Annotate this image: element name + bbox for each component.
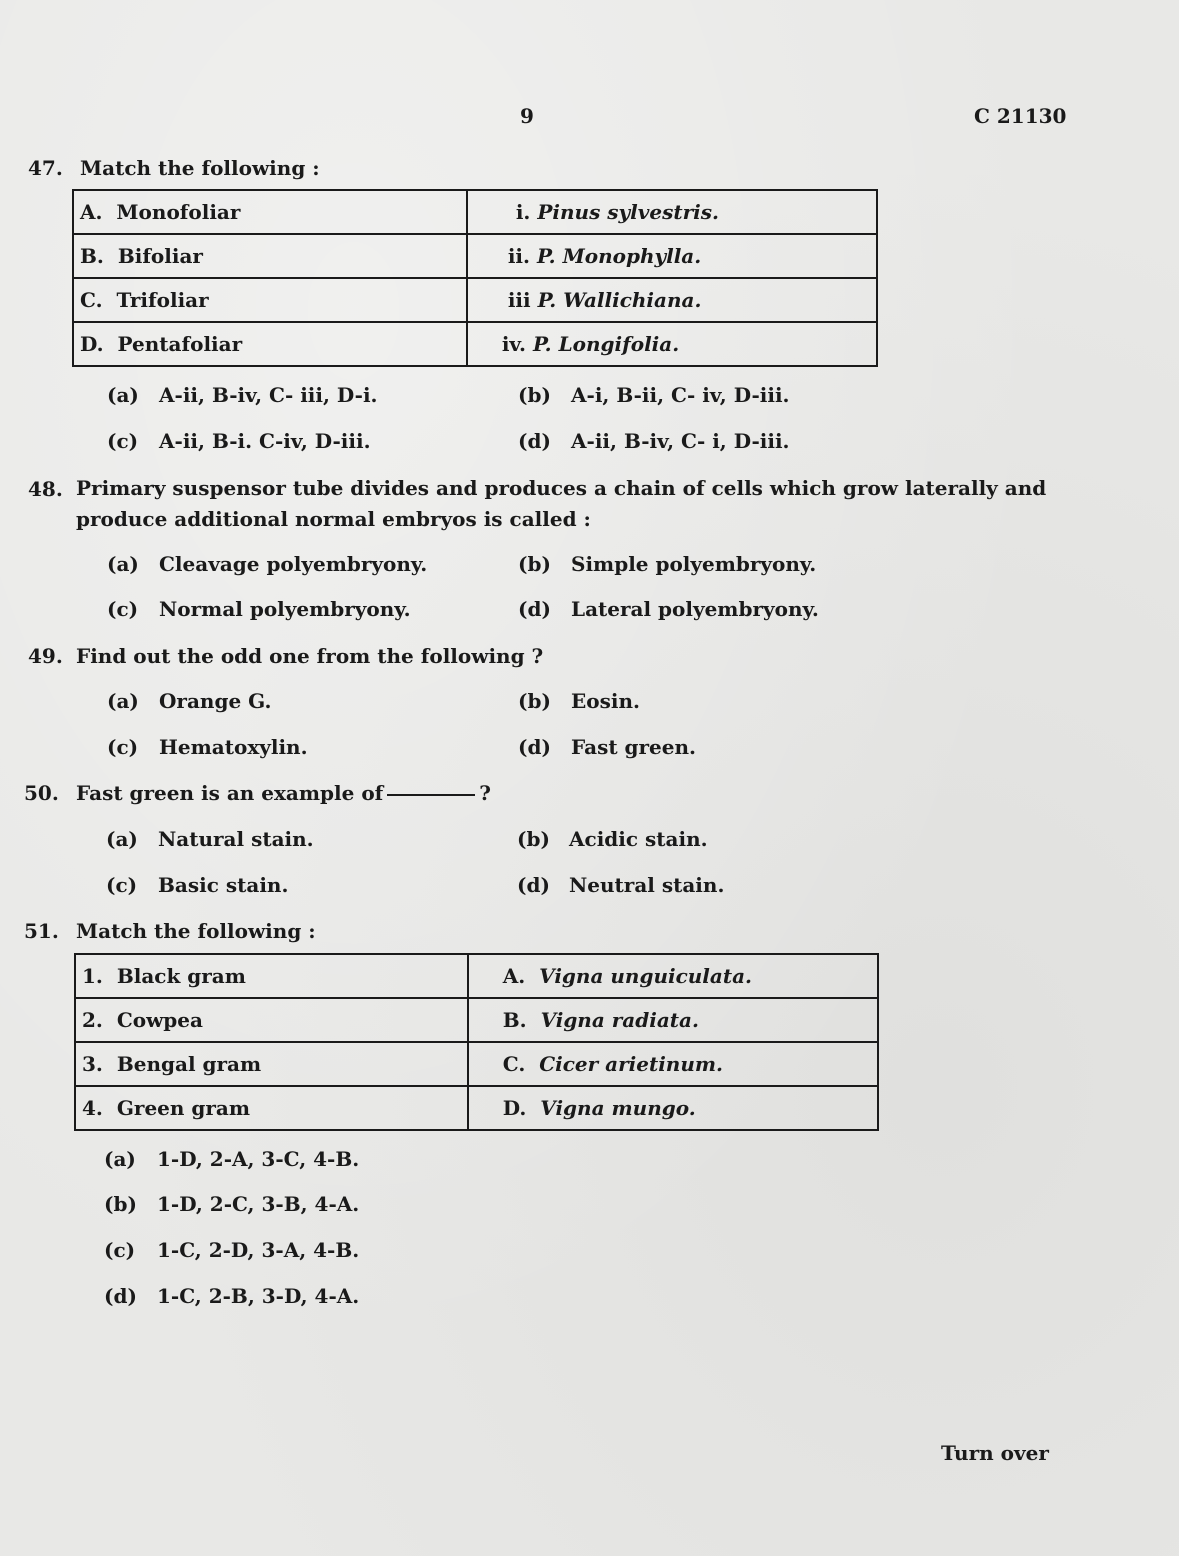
- q51-option-d: 1-C, 2-B, 3-D, 4-A.: [157, 1284, 360, 1308]
- q50-option-a-label: (a): [106, 827, 138, 851]
- match-left-cell: [73, 278, 467, 322]
- row-key: 4.: [82, 1096, 103, 1120]
- row-term: Trifoliar: [116, 288, 209, 312]
- match-left-cell: [75, 1086, 468, 1130]
- q50-option-b: Acidic stain.: [569, 827, 708, 851]
- q50-option-d: Neutral stain.: [569, 873, 725, 897]
- match-right-cell: [468, 1042, 878, 1086]
- q47-option-a-label: (a): [107, 383, 139, 407]
- match-right-cell: [468, 1086, 878, 1130]
- q51-option-c-label: (c): [104, 1238, 136, 1262]
- row-key: 1.: [82, 964, 103, 988]
- match-right-cell: [467, 190, 877, 234]
- blank-line: [387, 794, 475, 796]
- row-term: Green gram: [116, 1096, 251, 1120]
- q48-option-b-label: (b): [518, 552, 551, 576]
- q49-option-c: Hematoxylin.: [159, 735, 308, 759]
- q49-option-a: Orange G.: [159, 689, 272, 713]
- row-key: 2.: [82, 1008, 103, 1032]
- row-key: i.: [515, 200, 531, 224]
- q47-option-c-label: (c): [107, 429, 139, 453]
- q51-match-table: [74, 953, 879, 1131]
- q50-option-c: Basic stain.: [158, 873, 289, 897]
- row-species: P. Wallichiana.: [537, 288, 702, 312]
- q51-option-b: 1-D, 2-C, 3-B, 4-A.: [157, 1192, 360, 1216]
- match-left-cell: [73, 234, 467, 278]
- q48-option-b: Simple polyembryony.: [571, 552, 817, 576]
- row-term: Black gram: [116, 964, 246, 988]
- q49-option-d-label: (d): [518, 735, 551, 759]
- q51-option-a: 1-D, 2-A, 3-C, 4-B.: [157, 1147, 360, 1171]
- row-key: ii.: [507, 244, 530, 268]
- q50-option-d-label: (d): [517, 873, 550, 897]
- q48-option-d-label: (d): [518, 597, 551, 621]
- match-left-cell: [75, 998, 468, 1042]
- match-right-cell: [467, 322, 877, 366]
- match-right-cell: [467, 234, 877, 278]
- q49-number: 49.: [28, 644, 63, 668]
- q47-option-b: A-i, B-ii, C- iv, D-iii.: [571, 383, 790, 407]
- match-left-cell: [73, 190, 467, 234]
- row-species: Vigna radiata.: [540, 1008, 699, 1032]
- q48-text: Primary suspensor tube divides and produces a chain of cells which grow laterally and produce additional normal embryos is called :: [76, 476, 1047, 531]
- q48-number: 48.: [28, 477, 63, 501]
- q47-option-a: A-ii, B-iv, C- iii, D-i.: [159, 383, 378, 407]
- row-key: D.: [80, 332, 104, 356]
- q51-number: 51.: [24, 919, 59, 943]
- match-left-cell: [75, 954, 468, 998]
- row-key: A.: [502, 964, 526, 988]
- row-key: B.: [502, 1008, 527, 1032]
- row-key: C.: [502, 1052, 526, 1076]
- q49-option-a-label: (a): [107, 689, 139, 713]
- q51-option-c: 1-C, 2-D, 3-A, 4-B.: [157, 1238, 360, 1262]
- row-term: Bifoliar: [117, 244, 203, 268]
- q51-option-b-label: (b): [104, 1192, 137, 1216]
- row-key: iv.: [501, 332, 526, 356]
- match-left-cell: [75, 1042, 468, 1086]
- q48-option-c: Normal polyembryony.: [159, 597, 411, 621]
- table-row: [73, 190, 877, 234]
- q47-option-d: A-ii, B-iv, C- i, D-iii.: [571, 429, 790, 453]
- q50-text-before: Fast green is an example of: [76, 781, 384, 805]
- q49-option-d: Fast green.: [571, 735, 696, 759]
- q47-option-d-label: (d): [518, 429, 551, 453]
- q48-option-d: Lateral polyembryony.: [571, 597, 819, 621]
- paper-code: C 21130: [974, 104, 1067, 128]
- row-species: Pinus sylvestris.: [537, 200, 719, 224]
- q47-text: Match the following :: [80, 156, 320, 180]
- row-key: 3.: [82, 1052, 103, 1076]
- row-term: Cowpea: [116, 1008, 203, 1032]
- q49-option-b-label: (b): [518, 689, 551, 713]
- q48-option-c-label: (c): [107, 597, 139, 621]
- q51-option-a-label: (a): [104, 1147, 136, 1171]
- q50-option-b-label: (b): [517, 827, 550, 851]
- table-row: [75, 1086, 878, 1130]
- table-row: [73, 234, 877, 278]
- row-species: Cicer arietinum.: [539, 1052, 723, 1076]
- match-right-cell: [468, 998, 878, 1042]
- table-row: [75, 954, 878, 998]
- row-key: D.: [502, 1096, 527, 1120]
- q48-option-a: Cleavage polyembryony.: [159, 552, 428, 576]
- q47-option-b-label: (b): [518, 383, 551, 407]
- match-right-cell: [468, 954, 878, 998]
- table-row: [75, 1042, 878, 1086]
- row-term: Pentafoliar: [117, 332, 243, 356]
- q47-option-c: A-ii, B-i. C-iv, D-iii.: [159, 429, 371, 453]
- q47-match-table: [72, 189, 878, 367]
- q51-option-d-label: (d): [104, 1284, 137, 1308]
- row-term: Monofoliar: [116, 200, 241, 224]
- q49-text: Find out the odd one from the following ?: [76, 644, 544, 668]
- row-species: P. Monophylla.: [536, 244, 702, 268]
- q48-option-a-label: (a): [107, 552, 139, 576]
- q51-text: Match the following :: [76, 919, 316, 943]
- row-term: Bengal gram: [116, 1052, 262, 1076]
- q50-option-a: Natural stain.: [158, 827, 314, 851]
- q50-text: [76, 781, 491, 805]
- turn-over-label: Turn over: [941, 1441, 1049, 1465]
- q49-option-c-label: (c): [107, 735, 139, 759]
- match-right-cell: [467, 278, 877, 322]
- table-row: [75, 998, 878, 1042]
- q50-number: 50.: [24, 781, 59, 805]
- row-key: iii: [507, 288, 531, 312]
- row-species: Vigna mungo.: [540, 1096, 696, 1120]
- row-species: P. Longifolia.: [532, 332, 680, 356]
- q50-text-after: ?: [479, 781, 491, 805]
- q47-number: 47.: [28, 156, 63, 180]
- table-row: [73, 322, 877, 366]
- row-key: C.: [80, 288, 103, 312]
- table-row: [73, 278, 877, 322]
- row-key: B.: [80, 244, 104, 268]
- match-left-cell: [73, 322, 467, 366]
- page-number: 9: [520, 104, 534, 128]
- q50-option-c-label: (c): [106, 873, 138, 897]
- row-key: A.: [80, 200, 103, 224]
- q49-option-b: Eosin.: [571, 689, 640, 713]
- row-species: Vigna unguiculata.: [539, 964, 753, 988]
